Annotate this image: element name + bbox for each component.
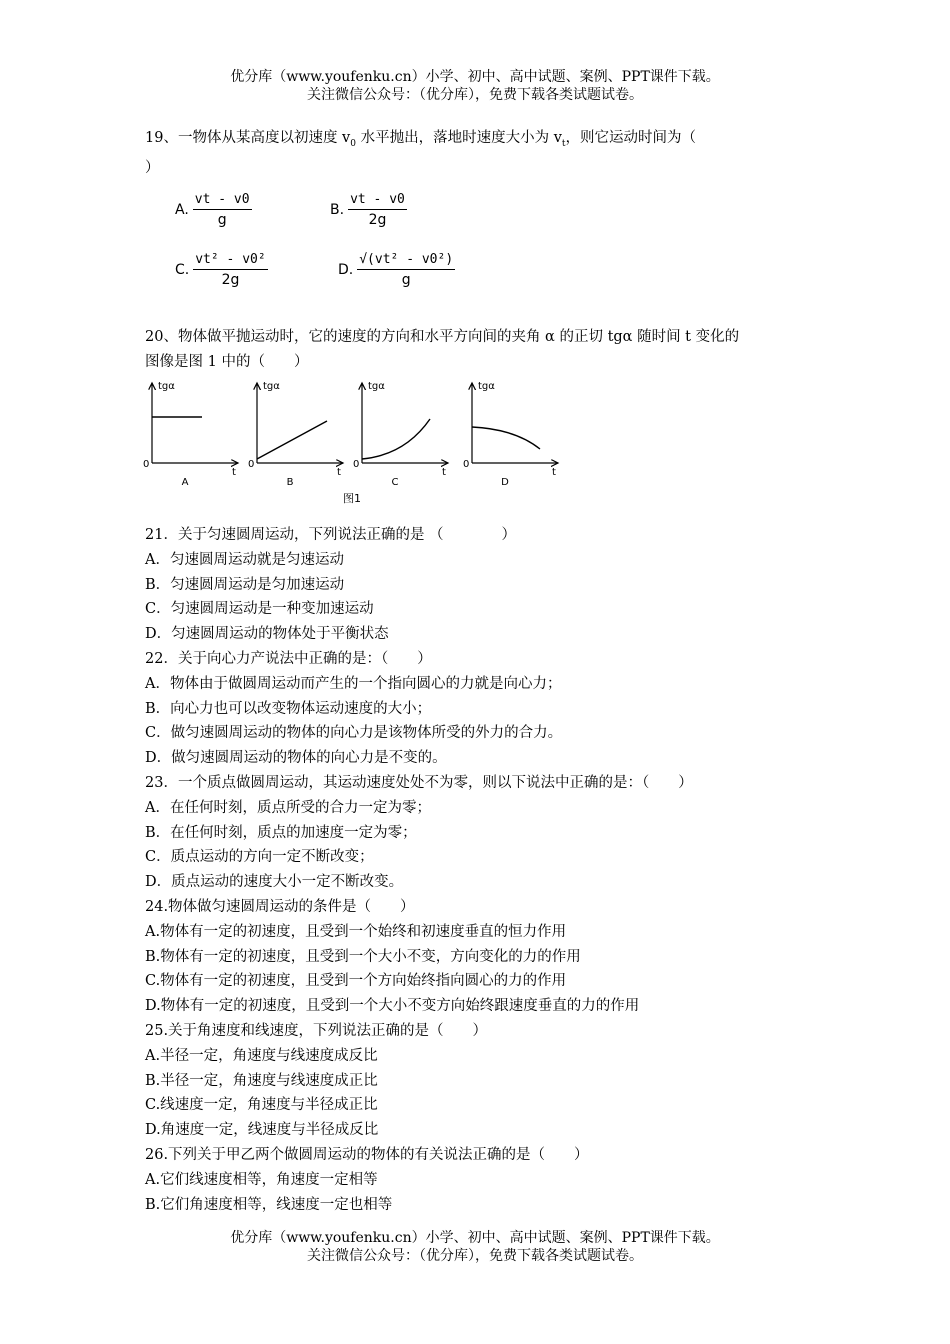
q19-option-c-fraction — [193, 252, 267, 288]
q19-option-c-label: C. — [175, 262, 190, 278]
figure-caption: 图1 — [343, 492, 361, 505]
q19-option-a-label: A. — [175, 202, 189, 218]
question-line: 21．关于匀速圆周运动，下列说法正确的是 （ ） — [145, 527, 517, 543]
x-axis-label: t — [552, 467, 556, 478]
q19-option-c-denominator: 2g — [221, 272, 240, 288]
origin-label: 0 — [143, 459, 150, 470]
origin-label: 0 — [463, 459, 470, 470]
question-line: D．质点运动的速度大小一定不断改变。 — [145, 874, 404, 891]
y-axis-label: tgα — [368, 381, 385, 392]
q20-line-2: 图像是图 1 中的（ ） — [145, 354, 309, 370]
graph-curve — [472, 427, 540, 449]
footer-line-2: 关注微信公众号：（优分库），免费下载各类试题试卷。 — [307, 1248, 643, 1264]
q19-option-a-numerator: vt - v0 — [193, 192, 252, 210]
question-line: C.线速度一定，角速度与半径成正比 — [145, 1097, 378, 1114]
graph-curve — [362, 419, 430, 459]
q19-text-a: 19、一物体从某高度以初速度 v — [145, 130, 351, 146]
question-line: B.它们角速度相等，线速度一定也相等 — [145, 1196, 393, 1213]
q19-text-b: 水平抛出，落地时速度大小为 v — [356, 130, 562, 146]
y-axis-label: tgα — [478, 381, 495, 392]
question-line: B.物体有一定的初速度，且受到一个大小不变，方向变化的力的作用 — [145, 948, 581, 965]
panel-label: A — [181, 477, 189, 488]
x-axis-label: t — [232, 467, 236, 478]
x-axis-label: t — [337, 467, 341, 478]
q19-text-d: ） — [145, 159, 160, 176]
origin-label: 0 — [248, 459, 255, 470]
question-19 — [145, 126, 815, 180]
q19-option-d — [338, 252, 455, 288]
q19-option-b-denominator: 2g — [368, 212, 387, 228]
graph-panel-b — [248, 381, 343, 488]
q20-line-1: 20、物体做平抛运动时，它的速度的方向和水平方向间的夹角 α 的正切 tgα 随时间 t 变化的 — [145, 329, 740, 345]
question-line: A.半径一定，角速度与线速度成反比 — [145, 1047, 378, 1064]
q19-option-b-label: B. — [330, 202, 345, 218]
panel-label: D — [501, 477, 509, 488]
question-line: 23．一个质点做圆周运动，其运动速度处处不为零，则以下说法中正确的是：（ ） — [145, 774, 693, 791]
y-axis-label: tgα — [263, 381, 280, 392]
question-line: D.物体有一定的初速度，且受到一个大小不变方向始终跟速度垂直的力的作用 — [145, 998, 640, 1015]
graph-panel-c — [353, 381, 448, 488]
q19-option-d-label: D. — [338, 262, 354, 278]
question-line: A．匀速圆周运动就是匀速运动 — [145, 551, 344, 568]
q19-option-b-numerator: vt - v0 — [348, 192, 407, 210]
panel-label: C — [391, 477, 399, 488]
q19-option-a-fraction — [193, 192, 252, 228]
graph-curve — [257, 421, 327, 459]
q19-text-c: ，则它运动时间为（ — [565, 130, 697, 146]
question-line: B．匀速圆周运动是匀加速运动 — [145, 576, 345, 593]
question-20 — [145, 325, 815, 375]
question-line: A．物体由于做圆周运动而产生的一个指向圆心的力就是向心力； — [145, 675, 562, 692]
footer-line-1: 优分库（www.youfenku.cn）小学、初中、高中试题、案例、PPT课件下载。 — [230, 1230, 720, 1246]
y-axis-label: tgα — [158, 381, 175, 392]
graph-panel-d — [463, 381, 558, 488]
q19-option-a-denominator: g — [217, 212, 227, 228]
graph-panel-a — [143, 381, 238, 488]
question-line: C.物体有一定的初速度，且受到一个方向始终指向圆心的力的作用 — [145, 973, 567, 990]
question-line: D.角速度一定，线速度与半径成反比 — [145, 1122, 379, 1139]
question-line: D．做匀速圆周运动的物体的向心力是不变的。 — [145, 750, 447, 767]
question-line: 25.关于角速度和线速度，下列说法正确的是（ ） — [145, 1022, 488, 1039]
question-line: B．向心力也可以改变物体运动速度的大小； — [145, 700, 432, 717]
origin-label: 0 — [353, 459, 360, 470]
q19-option-d-denominator: g — [401, 272, 411, 288]
q19-option-d-numerator: √(vt² - v0²) — [357, 252, 455, 270]
question-line: A．在任何时刻，质点所受的合力一定为零； — [145, 799, 431, 816]
q19-option-d-fraction — [357, 252, 455, 288]
question-line: C．匀速圆周运动是一种变加速运动 — [145, 601, 374, 618]
x-axis-label: t — [442, 467, 446, 478]
question-line: 22．关于向心力产说法中正确的是：（ ） — [145, 650, 432, 667]
question-list — [145, 523, 815, 1217]
panel-label: B — [286, 477, 294, 488]
q19-option-c-numerator: vt² - v0² — [193, 252, 267, 270]
question-line: D．匀速圆周运动的物体处于平衡状态 — [145, 626, 389, 643]
header-line-2: 关注微信公众号：（优分库），免费下载各类试题试卷。 — [307, 87, 643, 103]
q19-option-a — [175, 192, 252, 228]
page-header — [0, 68, 950, 104]
question-line: C．质点运动的方向一定不断改变； — [145, 849, 374, 866]
q19-option-b — [330, 192, 407, 228]
question-line: 24.物体做匀速圆周运动的条件是（ ） — [145, 898, 415, 915]
q19-option-c — [175, 252, 268, 288]
question-line: 26.下列关于甲乙两个做圆周运动的物体的有关说法正确的是（ ） — [145, 1146, 589, 1163]
question-line: C．做匀速圆周运动的物体的向心力是该物体所受的外力的合力。 — [145, 725, 563, 742]
question-line: B.半径一定，角速度与线速度成正比 — [145, 1072, 378, 1089]
q19-option-b-fraction — [348, 192, 407, 228]
question-line: A.物体有一定的初速度，且受到一个始终和初速度垂直的恒力作用 — [145, 923, 567, 940]
question-line: B．在任何时刻，质点的加速度一定为零； — [145, 824, 417, 841]
page-footer — [0, 1229, 950, 1265]
figure-1 — [140, 375, 570, 510]
q19-sub-0: 0 — [350, 138, 356, 149]
q19-sub-t: t — [561, 138, 566, 149]
header-line-1: 优分库（www.youfenku.cn）小学、初中、高中试题、案例、PPT课件下载。 — [230, 69, 720, 85]
question-line: A.它们线速度相等，角速度一定相等 — [145, 1171, 378, 1188]
